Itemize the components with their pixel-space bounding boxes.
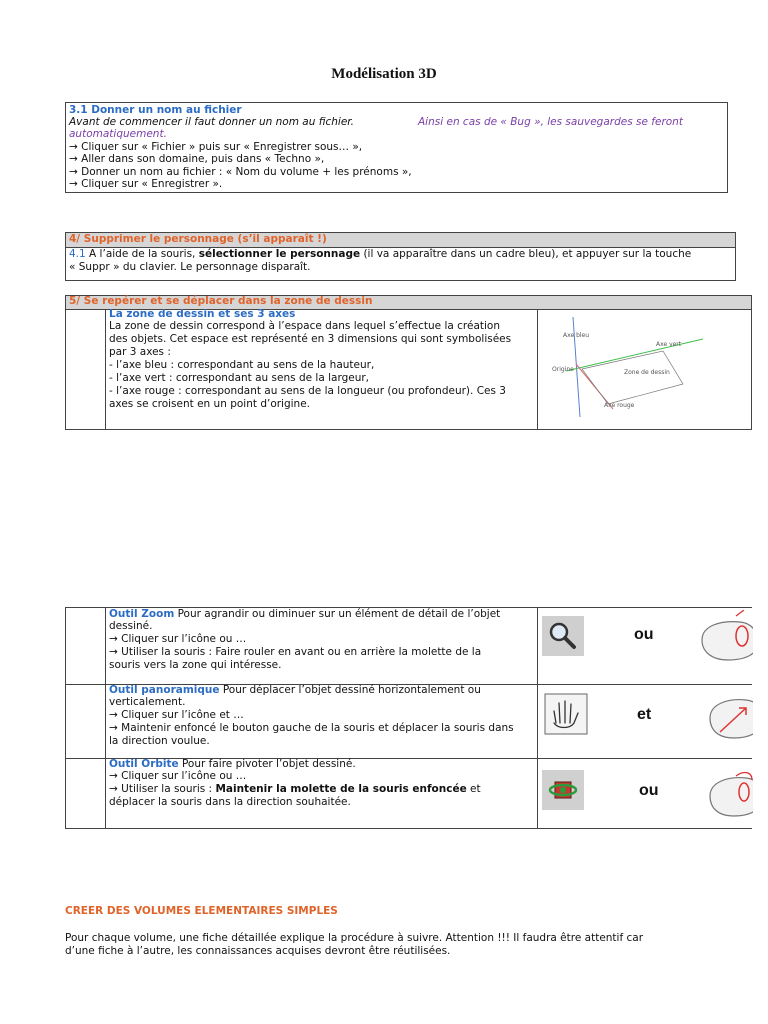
- mouse-drag-icon: [706, 690, 753, 750]
- pan-line: la direction voulue.: [109, 735, 210, 747]
- s4-text-c: (il va apparaître dans un cadre bleu), et appuyer sur la touche: [360, 248, 692, 260]
- zoom-line: souris vers la zone qui intéresse.: [109, 659, 282, 671]
- zoom-icon[interactable]: [542, 616, 584, 656]
- s5-empty-cell: [66, 309, 106, 429]
- label-axe-bleu: Axe bleu: [563, 332, 590, 339]
- tool-empty-cell: [66, 608, 106, 684]
- tool-row-zoom: [66, 608, 752, 685]
- section-5-header: 5/ Se repérer et se déplacer dans la zone de dessin: [69, 295, 373, 307]
- orbit-tool-desc: Pour faire pivoter l’objet dessiné.: [178, 758, 356, 770]
- s31-step: → Donner un nom au fichier : « Nom du volume + les prénoms »,: [69, 166, 412, 178]
- zoom-title-line: [109, 608, 500, 621]
- label-axe-vert: Axe vert: [656, 341, 682, 348]
- pan-line: → Maintenir enfoncé le bouton gauche de la souris et déplacer la souris dans: [109, 722, 514, 734]
- pan-conjunction: et: [637, 706, 652, 723]
- zoom-line: → Utiliser la souris : Faire rouler en avant ou en arrière la molette de la: [109, 646, 482, 658]
- s5-line: axes se croisent en un point d’origine.: [109, 398, 311, 410]
- pan-tool-desc: Pour déplacer l’objet dessiné horizontalement ou: [219, 684, 481, 696]
- creer-paragraph-1: Pour chaque volume, une fiche détaillée explique la procédure à suivre. Attention !!! Il faudra être attentif car: [65, 932, 644, 944]
- creer-paragraph-2: d’une fiche à l’autre, les connaissances acquises devront être réutilisées.: [65, 945, 451, 957]
- green-axis-line: [566, 339, 703, 371]
- tool-text-cell: [106, 758, 538, 829]
- axes-diagram: [538, 309, 753, 430]
- s5-line: - l’axe vert : correspondant au sens de la largeur,: [109, 372, 370, 384]
- s4-text-b: sélectionner le personnage: [198, 248, 361, 260]
- section-4-box: [65, 232, 736, 281]
- s31-step: → Cliquer sur « Enregistrer ».: [69, 178, 223, 190]
- s4-line1: [69, 248, 691, 261]
- s31-note-a: Ainsi en cas de « Bug », les sauvegardes se feront: [418, 116, 683, 128]
- orbit-line1: → Cliquer sur l’icône ou …: [109, 770, 247, 782]
- section-5-box: [65, 295, 752, 430]
- s5-subheading: La zone de dessin et ses 3 axes: [109, 308, 296, 320]
- zoom-line: dessiné.: [109, 620, 153, 632]
- pan-line: → Cliquer sur l’icône et …: [109, 709, 244, 721]
- tool-text-cell: [106, 684, 538, 758]
- zoom-conjunction: ou: [634, 626, 654, 643]
- s5-line: des objets. Cet espace est représenté en 3 dimensions qui sont symbolisées: [109, 333, 512, 345]
- zoom-tool-desc: Pour agrandir ou diminuer sur un élément de détail de l’objet: [174, 608, 501, 620]
- orbit-title-line: [109, 758, 356, 771]
- orbit-line2-c: et: [466, 783, 481, 795]
- orbit-conjunction: ou: [639, 782, 659, 799]
- tool-row-orbit: [66, 758, 752, 829]
- section-4-header: 4/ Supprimer le personnage (s’il apparaît !): [69, 233, 327, 245]
- tool-empty-cell: [66, 684, 106, 758]
- s5-line: par 3 axes :: [109, 346, 171, 358]
- tool-text-cell: [106, 608, 538, 684]
- zoom-tool-name: Outil Zoom: [109, 608, 175, 620]
- label-origine: Origine: [552, 366, 574, 373]
- page-title: Modélisation 3D: [331, 66, 437, 82]
- s31-step: → Cliquer sur « Fichier » puis sur « Enregistrer sous… »,: [69, 141, 363, 153]
- orbit-line3: déplacer la souris dans la direction souhaitée.: [109, 796, 351, 808]
- zoom-line: → Cliquer sur l’icône ou …: [109, 633, 247, 645]
- mouse-scroll-icon: [696, 610, 753, 670]
- orbit-tool-name: Outil Orbite: [109, 758, 179, 770]
- s31-intro: Avant de commencer il faut donner un nom au fichier.: [69, 116, 354, 128]
- orbit-line2-b: Maintenir la molette de la souris enfoncée: [215, 783, 467, 795]
- orbit-icon[interactable]: [542, 770, 584, 810]
- s31-step: → Aller dans son domaine, puis dans « Techno »,: [69, 153, 325, 165]
- drawing-zone-outline: [582, 351, 683, 404]
- pan-title-line: [109, 684, 481, 697]
- s31-note-b: automatiquement.: [69, 128, 167, 140]
- s4-line2: « Suppr » du clavier. Le personnage disparaît.: [69, 261, 311, 273]
- pan-tool-name: Outil panoramique: [109, 684, 220, 696]
- tools-table: [65, 607, 752, 829]
- section-3-1-heading: 3.1 Donner un nom au fichier: [69, 104, 242, 116]
- s5-line: - l’axe rouge : correspondant au sens de la longueur (ou profondeur). Ces 3: [109, 385, 506, 397]
- creer-heading: CREER DES VOLUMES ELEMENTAIRES SIMPLES: [65, 905, 338, 917]
- orbit-line2-a: → Utiliser la souris :: [109, 783, 216, 795]
- section-3-1-box: [65, 102, 728, 193]
- s4-num: 4.1: [69, 248, 86, 260]
- label-zone: Zone de dessin: [624, 369, 670, 376]
- pan-line: verticalement.: [109, 696, 186, 708]
- label-axe-rouge: Axe rouge: [604, 402, 635, 409]
- s4-text-a: A l’aide de la souris,: [85, 248, 199, 260]
- mouse-orbit-icon: [706, 766, 753, 826]
- tool-row-pan: [66, 684, 752, 759]
- pan-hand-icon[interactable]: [544, 693, 588, 735]
- s5-line: La zone de dessin correspond à l’espace dans lequel s’effectue la création: [109, 320, 501, 332]
- s5-text-cell: [106, 309, 538, 429]
- tool-empty-cell: [66, 758, 106, 829]
- axes-figure: [538, 309, 753, 429]
- section-4-header-bar: [66, 233, 735, 248]
- orbit-line2: [109, 783, 481, 796]
- s5-line: - l’axe bleu : correspondant au sens de la hauteur,: [109, 359, 375, 371]
- section-5-row: [66, 309, 751, 429]
